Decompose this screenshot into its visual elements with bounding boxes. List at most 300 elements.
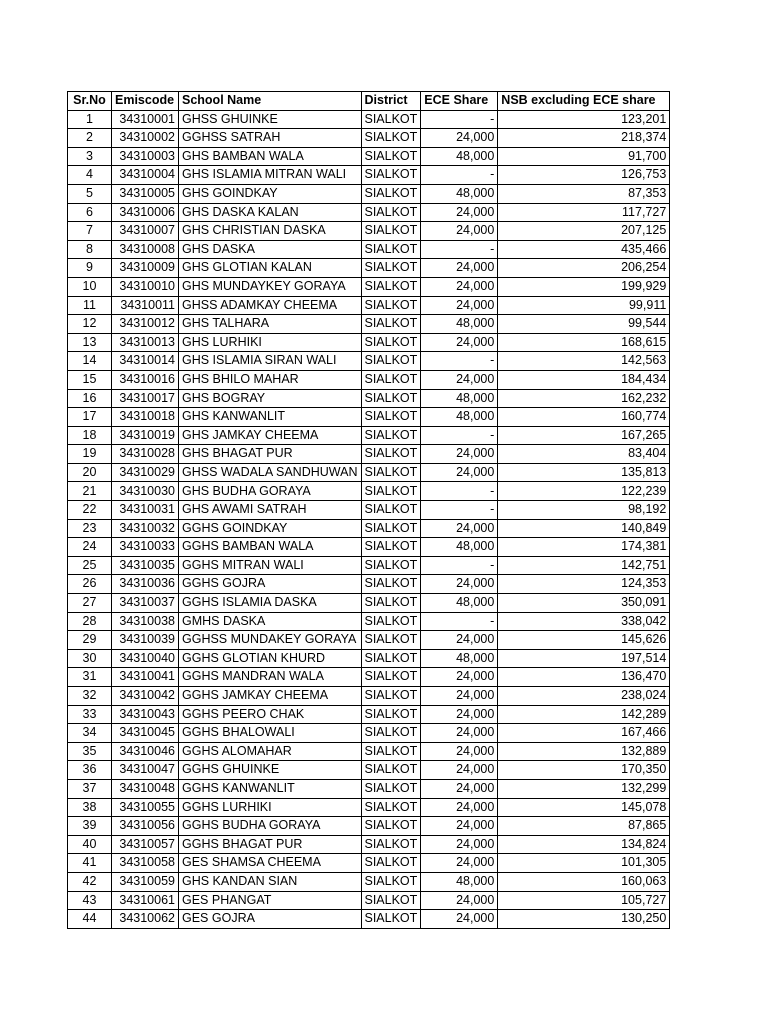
cell-ece-share: - [421,240,498,259]
cell-sr-no: 13 [68,333,112,352]
cell-emiscode: 34310032 [112,519,179,538]
table-row [68,891,670,910]
header-row [68,92,670,111]
cell-emiscode: 34310037 [112,594,179,613]
cell-nsb: 132,889 [498,742,670,761]
cell-ece-share: 24,000 [421,370,498,389]
cell-district: SIALKOT [361,761,421,780]
cell-school-name: GGHS MITRAN WALI [179,556,362,575]
cell-nsb: 140,849 [498,519,670,538]
cell-nsb: 338,042 [498,612,670,631]
cell-nsb: 98,192 [498,501,670,520]
cell-ece-share: 24,000 [421,129,498,148]
header-emiscode: Emiscode [112,92,179,111]
cell-district: SIALKOT [361,872,421,891]
table-row [68,649,670,668]
cell-emiscode: 34310012 [112,315,179,334]
cell-school-name: GHS AWAMI SATRAH [179,501,362,520]
cell-emiscode: 34310007 [112,222,179,241]
table-row [68,277,670,296]
cell-school-name: GHS MUNDAYKEY GORAYA [179,277,362,296]
table-row [68,203,670,222]
cell-emiscode: 34310041 [112,668,179,687]
cell-school-name: GGHS MANDRAN WALA [179,668,362,687]
cell-ece-share: 48,000 [421,315,498,334]
header-nsb-excluding-ece-share: NSB excluding ECE share [498,92,670,111]
table-row [68,575,670,594]
table-row [68,910,670,929]
header-ece-share: ECE Share [421,92,498,111]
cell-district: SIALKOT [361,742,421,761]
table-row [68,835,670,854]
cell-nsb: 142,563 [498,352,670,371]
cell-emiscode: 34310039 [112,631,179,650]
cell-sr-no: 44 [68,910,112,929]
cell-emiscode: 34310002 [112,129,179,148]
table-row [68,463,670,482]
cell-district: SIALKOT [361,277,421,296]
table-row [68,594,670,613]
cell-district: SIALKOT [361,519,421,538]
cell-district: SIALKOT [361,408,421,427]
cell-school-name: GHSS GHUINKE [179,110,362,129]
cell-school-name: GHS CHRISTIAN DASKA [179,222,362,241]
cell-school-name: GGHS BAMBAN WALA [179,538,362,557]
cell-sr-no: 32 [68,687,112,706]
table-row [68,222,670,241]
cell-school-name: GHS BHAGAT PUR [179,445,362,464]
cell-nsb: 174,381 [498,538,670,557]
cell-district: SIALKOT [361,222,421,241]
cell-sr-no: 29 [68,631,112,650]
cell-ece-share: 24,000 [421,668,498,687]
cell-emiscode: 34310048 [112,779,179,798]
table-row [68,445,670,464]
table-row [68,612,670,631]
cell-sr-no: 36 [68,761,112,780]
cell-emiscode: 34310029 [112,463,179,482]
cell-emiscode: 34310030 [112,482,179,501]
cell-school-name: GHS DASKA KALAN [179,203,362,222]
cell-sr-no: 12 [68,315,112,334]
cell-nsb: 87,353 [498,184,670,203]
cell-ece-share: 48,000 [421,872,498,891]
cell-ece-share: 48,000 [421,147,498,166]
cell-school-name: GHS ISLAMIA SIRAN WALI [179,352,362,371]
cell-district: SIALKOT [361,110,421,129]
cell-nsb: 123,201 [498,110,670,129]
cell-ece-share: 24,000 [421,817,498,836]
cell-sr-no: 28 [68,612,112,631]
cell-emiscode: 34310003 [112,147,179,166]
cell-nsb: 238,024 [498,687,670,706]
cell-nsb: 142,751 [498,556,670,575]
cell-sr-no: 4 [68,166,112,185]
cell-emiscode: 34310035 [112,556,179,575]
cell-district: SIALKOT [361,482,421,501]
cell-school-name: GGHS LURHIKI [179,798,362,817]
cell-ece-share: 24,000 [421,910,498,929]
cell-district: SIALKOT [361,687,421,706]
cell-nsb: 197,514 [498,649,670,668]
cell-emiscode: 34310047 [112,761,179,780]
cell-emiscode: 34310013 [112,333,179,352]
table-row [68,687,670,706]
cell-sr-no: 21 [68,482,112,501]
cell-emiscode: 34310057 [112,835,179,854]
cell-school-name: GHS GOINDKAY [179,184,362,203]
cell-nsb: 124,353 [498,575,670,594]
cell-district: SIALKOT [361,333,421,352]
cell-district: SIALKOT [361,166,421,185]
cell-nsb: 160,063 [498,872,670,891]
cell-sr-no: 22 [68,501,112,520]
cell-district: SIALKOT [361,612,421,631]
cell-sr-no: 35 [68,742,112,761]
cell-emiscode: 34310062 [112,910,179,929]
school-funds-table [67,91,670,929]
table-row [68,742,670,761]
cell-school-name: GES SHAMSA CHEEMA [179,854,362,873]
cell-ece-share: 24,000 [421,854,498,873]
cell-ece-share: 24,000 [421,835,498,854]
cell-sr-no: 9 [68,259,112,278]
cell-school-name: GGHS JAMKAY CHEEMA [179,687,362,706]
cell-school-name: GES PHANGAT [179,891,362,910]
cell-school-name: GGHS BHAGAT PUR [179,835,362,854]
cell-emiscode: 34310011 [112,296,179,315]
cell-nsb: 99,544 [498,315,670,334]
table-row [68,408,670,427]
cell-sr-no: 17 [68,408,112,427]
cell-sr-no: 31 [68,668,112,687]
cell-school-name: GGHS KANWANLIT [179,779,362,798]
cell-sr-no: 19 [68,445,112,464]
cell-district: SIALKOT [361,649,421,668]
cell-sr-no: 38 [68,798,112,817]
cell-school-name: GHSS WADALA SANDHUWAN [179,463,362,482]
cell-ece-share: 24,000 [421,742,498,761]
cell-sr-no: 5 [68,184,112,203]
cell-district: SIALKOT [361,668,421,687]
cell-emiscode: 34310016 [112,370,179,389]
cell-ece-share: 48,000 [421,649,498,668]
cell-ece-share: 24,000 [421,575,498,594]
cell-emiscode: 34310009 [112,259,179,278]
cell-school-name: GHS JAMKAY CHEEMA [179,426,362,445]
cell-school-name: GHS ISLAMIA MITRAN WALI [179,166,362,185]
cell-sr-no: 2 [68,129,112,148]
cell-school-name: GGHS BUDHA GORAYA [179,817,362,836]
cell-school-name: GHS TALHARA [179,315,362,334]
cell-ece-share: - [421,166,498,185]
cell-district: SIALKOT [361,315,421,334]
cell-district: SIALKOT [361,129,421,148]
cell-school-name: GGHS PEERO CHAK [179,705,362,724]
cell-sr-no: 18 [68,426,112,445]
cell-nsb: 145,078 [498,798,670,817]
cell-ece-share: 24,000 [421,687,498,706]
cell-emiscode: 34310036 [112,575,179,594]
cell-ece-share: 48,000 [421,408,498,427]
cell-school-name: GGHS BHALOWALI [179,724,362,743]
table-row [68,779,670,798]
cell-nsb: 167,466 [498,724,670,743]
cell-ece-share: 24,000 [421,705,498,724]
cell-emiscode: 34310004 [112,166,179,185]
table-row [68,872,670,891]
cell-district: SIALKOT [361,296,421,315]
cell-sr-no: 37 [68,779,112,798]
cell-ece-share: 24,000 [421,724,498,743]
cell-district: SIALKOT [361,426,421,445]
cell-ece-share: 24,000 [421,631,498,650]
cell-emiscode: 34310058 [112,854,179,873]
cell-nsb: 184,434 [498,370,670,389]
cell-sr-no: 8 [68,240,112,259]
cell-district: SIALKOT [361,910,421,929]
table-body [68,110,670,928]
table-row [68,147,670,166]
table-row [68,854,670,873]
cell-district: SIALKOT [361,259,421,278]
cell-sr-no: 42 [68,872,112,891]
cell-school-name: GMHS DASKA [179,612,362,631]
cell-emiscode: 34310017 [112,389,179,408]
cell-emiscode: 34310038 [112,612,179,631]
cell-nsb: 145,626 [498,631,670,650]
cell-sr-no: 20 [68,463,112,482]
cell-school-name: GHS BHILO MAHAR [179,370,362,389]
table-row [68,724,670,743]
table-row [68,798,670,817]
cell-district: SIALKOT [361,779,421,798]
cell-school-name: GHS LURHIKI [179,333,362,352]
table-row [68,184,670,203]
cell-ece-share: - [421,482,498,501]
cell-district: SIALKOT [361,370,421,389]
cell-ece-share: 24,000 [421,891,498,910]
cell-district: SIALKOT [361,538,421,557]
cell-school-name: GHS KANDAN SIAN [179,872,362,891]
cell-school-name: GHS BUDHA GORAYA [179,482,362,501]
cell-nsb: 130,250 [498,910,670,929]
cell-emiscode: 34310046 [112,742,179,761]
cell-ece-share: - [421,501,498,520]
cell-emiscode: 34310005 [112,184,179,203]
cell-ece-share: - [421,352,498,371]
cell-nsb: 167,265 [498,426,670,445]
cell-ece-share: 24,000 [421,463,498,482]
cell-sr-no: 23 [68,519,112,538]
header-district: District [361,92,421,111]
header-school-name: School Name [179,92,362,111]
cell-nsb: 87,865 [498,817,670,836]
cell-district: SIALKOT [361,798,421,817]
cell-school-name: GHS KANWANLIT [179,408,362,427]
table-row [68,110,670,129]
cell-school-name: GES GOJRA [179,910,362,929]
cell-school-name: GHS DASKA [179,240,362,259]
cell-ece-share: 24,000 [421,259,498,278]
cell-nsb: 206,254 [498,259,670,278]
cell-sr-no: 26 [68,575,112,594]
cell-sr-no: 40 [68,835,112,854]
cell-district: SIALKOT [361,854,421,873]
table-row [68,519,670,538]
cell-district: SIALKOT [361,203,421,222]
cell-nsb: 207,125 [498,222,670,241]
cell-ece-share: 24,000 [421,779,498,798]
cell-ece-share: 48,000 [421,184,498,203]
cell-ece-share: 24,000 [421,203,498,222]
cell-school-name: GGHSS SATRAH [179,129,362,148]
cell-district: SIALKOT [361,240,421,259]
table-row [68,538,670,557]
cell-emiscode: 34310008 [112,240,179,259]
cell-emiscode: 34310059 [112,872,179,891]
cell-district: SIALKOT [361,575,421,594]
cell-sr-no: 7 [68,222,112,241]
cell-ece-share: 24,000 [421,277,498,296]
cell-sr-no: 10 [68,277,112,296]
cell-nsb: 99,911 [498,296,670,315]
cell-ece-share: - [421,110,498,129]
cell-nsb: 350,091 [498,594,670,613]
cell-district: SIALKOT [361,445,421,464]
table-row [68,705,670,724]
cell-ece-share: 24,000 [421,519,498,538]
cell-nsb: 122,239 [498,482,670,501]
cell-district: SIALKOT [361,835,421,854]
cell-emiscode: 34310040 [112,649,179,668]
cell-ece-share: 48,000 [421,389,498,408]
cell-district: SIALKOT [361,352,421,371]
cell-district: SIALKOT [361,184,421,203]
cell-district: SIALKOT [361,817,421,836]
cell-ece-share: - [421,556,498,575]
cell-ece-share: 24,000 [421,761,498,780]
table-row [68,761,670,780]
cell-district: SIALKOT [361,705,421,724]
cell-sr-no: 16 [68,389,112,408]
table-row [68,426,670,445]
cell-ece-share: 24,000 [421,798,498,817]
cell-sr-no: 6 [68,203,112,222]
cell-nsb: 170,350 [498,761,670,780]
cell-sr-no: 39 [68,817,112,836]
cell-sr-no: 1 [68,110,112,129]
table-row [68,631,670,650]
cell-ece-share: 24,000 [421,333,498,352]
table-row [68,166,670,185]
cell-district: SIALKOT [361,724,421,743]
table-row [68,482,670,501]
cell-emiscode: 34310028 [112,445,179,464]
cell-ece-share: - [421,426,498,445]
cell-nsb: 126,753 [498,166,670,185]
cell-emiscode: 34310001 [112,110,179,129]
cell-sr-no: 14 [68,352,112,371]
cell-nsb: 117,727 [498,203,670,222]
cell-ece-share: 48,000 [421,538,498,557]
table-row [68,556,670,575]
cell-school-name: GGHS GHUINKE [179,761,362,780]
table-row [68,668,670,687]
cell-school-name: GGHS GOJRA [179,575,362,594]
cell-nsb: 435,466 [498,240,670,259]
cell-nsb: 162,232 [498,389,670,408]
cell-emiscode: 34310033 [112,538,179,557]
cell-nsb: 160,774 [498,408,670,427]
header-sr-no: Sr.No [68,92,112,111]
cell-district: SIALKOT [361,631,421,650]
cell-nsb: 83,404 [498,445,670,464]
cell-district: SIALKOT [361,389,421,408]
cell-district: SIALKOT [361,891,421,910]
cell-district: SIALKOT [361,501,421,520]
cell-emiscode: 34310061 [112,891,179,910]
cell-nsb: 168,615 [498,333,670,352]
table-row [68,370,670,389]
table-row [68,315,670,334]
cell-sr-no: 24 [68,538,112,557]
cell-district: SIALKOT [361,147,421,166]
table-row [68,259,670,278]
cell-school-name: GHS GLOTIAN KALAN [179,259,362,278]
table-row [68,296,670,315]
table-row [68,817,670,836]
cell-nsb: 218,374 [498,129,670,148]
cell-nsb: 134,824 [498,835,670,854]
cell-nsb: 199,929 [498,277,670,296]
table-row [68,501,670,520]
cell-school-name: GGHS GOINDKAY [179,519,362,538]
cell-school-name: GGHS GLOTIAN KHURD [179,649,362,668]
cell-ece-share: 24,000 [421,445,498,464]
table-row [68,333,670,352]
cell-school-name: GHS BOGRAY [179,389,362,408]
cell-emiscode: 34310006 [112,203,179,222]
cell-nsb: 136,470 [498,668,670,687]
cell-ece-share: 24,000 [421,222,498,241]
cell-emiscode: 34310010 [112,277,179,296]
cell-sr-no: 15 [68,370,112,389]
table-row [68,389,670,408]
cell-ece-share: 48,000 [421,594,498,613]
cell-emiscode: 34310043 [112,705,179,724]
cell-sr-no: 11 [68,296,112,315]
cell-sr-no: 30 [68,649,112,668]
cell-ece-share: 24,000 [421,296,498,315]
cell-sr-no: 33 [68,705,112,724]
cell-emiscode: 34310055 [112,798,179,817]
cell-school-name: GHSS ADAMKAY CHEEMA [179,296,362,315]
cell-school-name: GHS BAMBAN WALA [179,147,362,166]
cell-nsb: 91,700 [498,147,670,166]
cell-emiscode: 34310056 [112,817,179,836]
cell-sr-no: 25 [68,556,112,575]
table-row [68,352,670,371]
cell-nsb: 105,727 [498,891,670,910]
cell-emiscode: 34310031 [112,501,179,520]
cell-school-name: GGHS ALOMAHAR [179,742,362,761]
cell-district: SIALKOT [361,594,421,613]
cell-emiscode: 34310014 [112,352,179,371]
cell-school-name: GGHS ISLAMIA DASKA [179,594,362,613]
cell-nsb: 135,813 [498,463,670,482]
cell-district: SIALKOT [361,463,421,482]
